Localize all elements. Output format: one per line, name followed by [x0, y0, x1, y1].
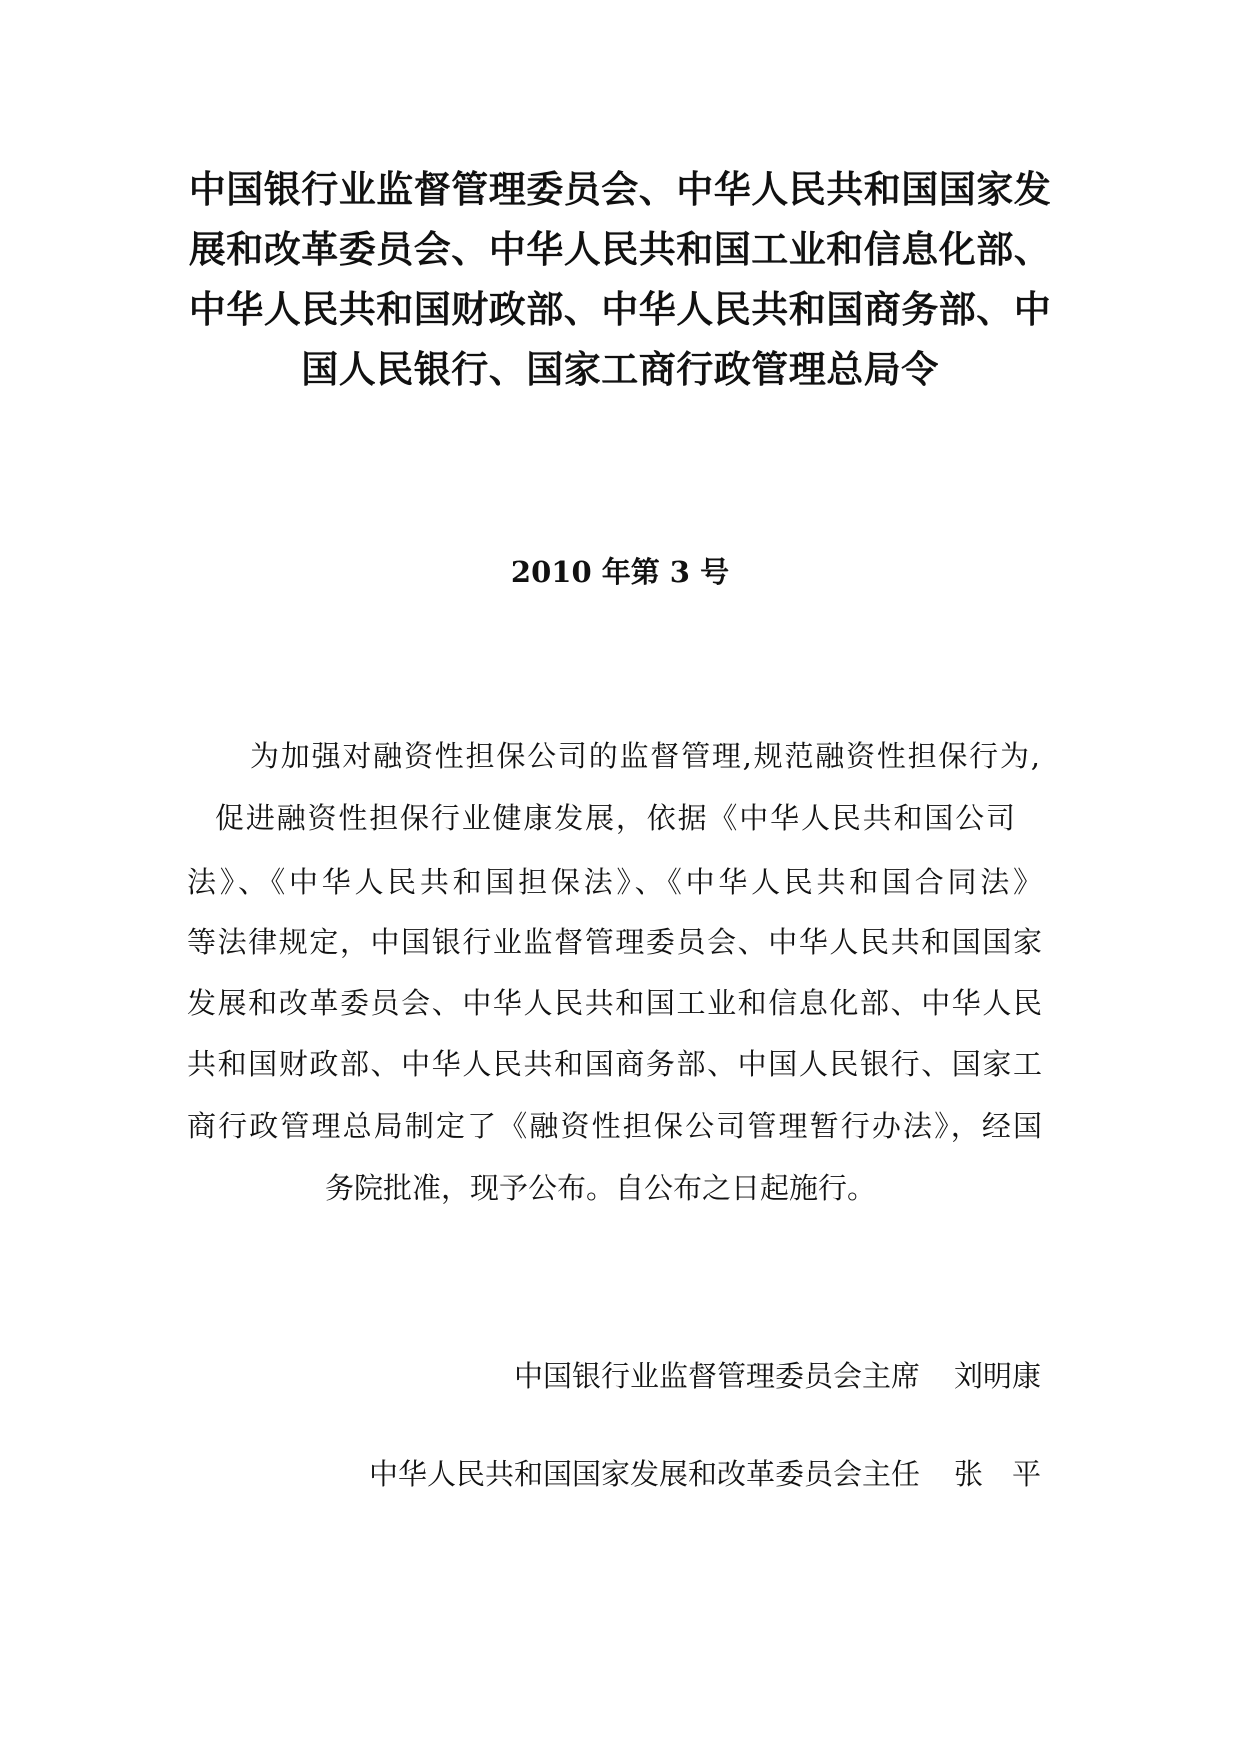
body-line-8: 务院批准，现予公布。自公布之日起施行。	[325, 1171, 877, 1205]
signatory-1	[514, 1358, 1041, 1394]
signatory-2-title: 中华人民共和国国家发展和改革委员会主任	[368, 1457, 920, 1491]
body-line-7: 商行政管理总局制定了《融资性担保公司管理暂行办法》，经国	[187, 1109, 1042, 1143]
body-line-3: 法》、《中华人民共和国担保法》、《中华人民共和国合同法》	[187, 865, 1042, 899]
body-line-5: 发展和改革委员会、中华人民共和国工业和信息化部、中华人民	[187, 986, 1042, 1020]
document-title-line-1: 中国银行业监督管理委员会、中华人民共和国国家发	[188, 168, 1052, 211]
document-title-line-4: 国人民银行、国家工商行政管理总局令	[301, 348, 939, 391]
signatory-2	[369, 1456, 1041, 1492]
body-line-6: 共和国财政部、中华人民共和国商务部、中国人民银行、国家工	[187, 1047, 1042, 1081]
signatory-2-name: 张 平	[953, 1457, 1041, 1491]
signatory-1-title: 中国银行业监督管理委员会主席	[513, 1359, 920, 1393]
body-line-2: 促进融资性担保行业健康发展，依据《中华人民共和国公司	[215, 801, 1015, 835]
body-line-4: 等法律规定，中国银行业监督管理委员会、中华人民共和国国家	[187, 925, 1042, 959]
document-number: 2010 年第 3 号	[510, 555, 730, 589]
document-title-line-3: 中华人民共和国财政部、中华人民共和国商务部、中	[188, 288, 1052, 331]
document-title-line-2: 展和改革委员会、中华人民共和国工业和信息化部、	[188, 228, 1052, 271]
body-line-1: 为加强对融资性担保公司的监督管理,规范融资性担保行为,	[250, 739, 1040, 773]
signatory-1-name: 刘明康	[953, 1359, 1041, 1393]
